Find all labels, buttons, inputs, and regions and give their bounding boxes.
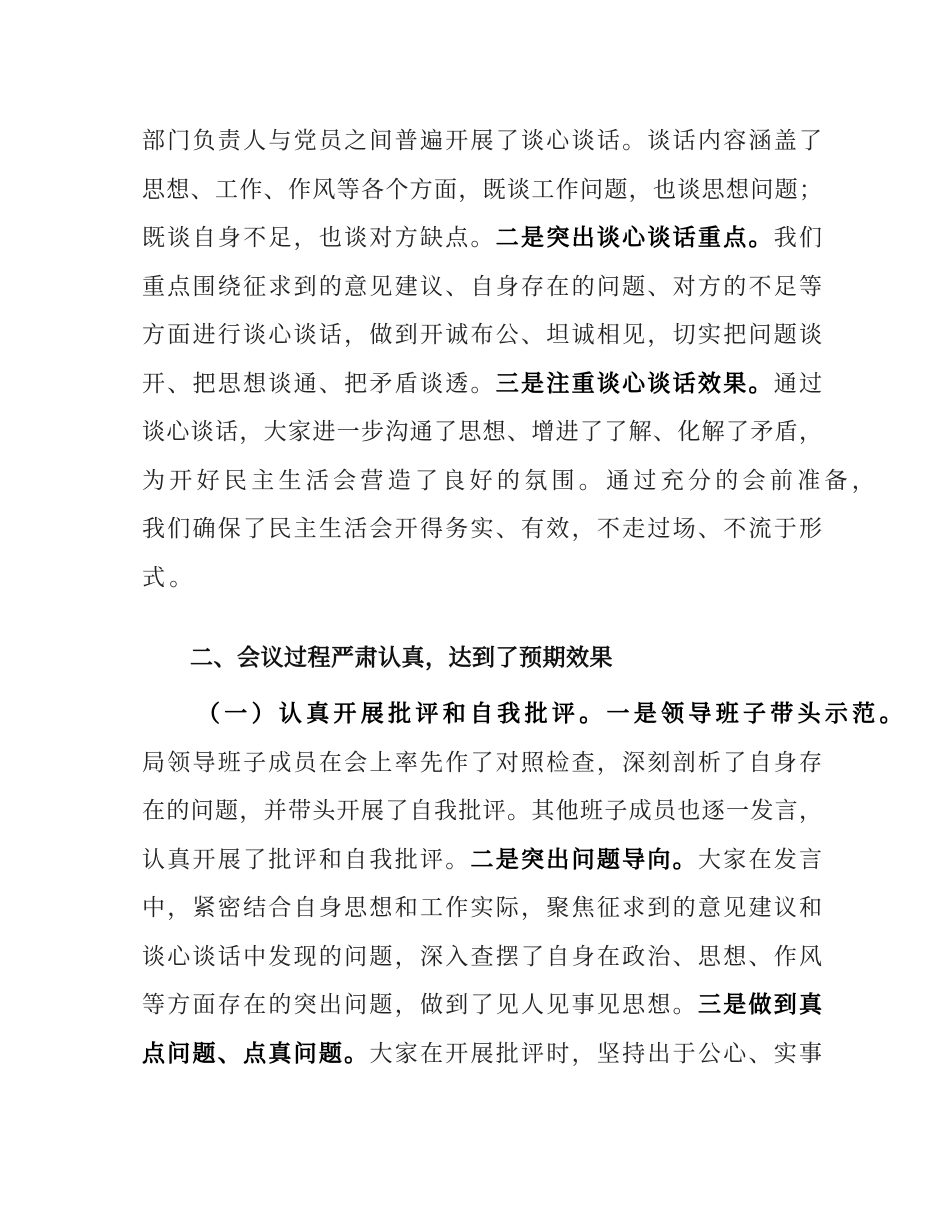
text-line	[142, 893, 822, 942]
text-run: 开、把思想谈通、把矛盾谈透。	[142, 370, 496, 397]
text-line	[142, 417, 822, 466]
text-line	[142, 320, 822, 369]
bold-run-in-heading: 二是突出谈心谈话重点。	[495, 225, 774, 251]
bold-run-in-heading: 三是做到真	[697, 992, 823, 1018]
text-run: 重点围绕征求到的意见建议、自身存在的问题、对方的不足等	[142, 273, 822, 300]
text-line	[142, 942, 822, 991]
text-run: 大家在发言	[697, 846, 823, 873]
text-run: 在的问题，并带头开展了自我批评。其他班子成员也逐一发言，	[142, 798, 822, 824]
subsection-heading-line	[142, 699, 907, 748]
subsection-heading: （一）认真开展批评和自我批评。一是领导班子带头示范。	[197, 701, 907, 727]
bold-run-in-heading: 点问题、点真问题。	[142, 1040, 370, 1067]
text-run: 为开好民主生活会营造了良好的氛围。通过充分的会前准备，	[142, 467, 880, 494]
text-run: 式。	[142, 564, 197, 591]
text-line	[142, 369, 822, 418]
text-run: 既谈自身不足，也谈对方缺点。	[142, 225, 496, 251]
text-run: 等方面存在的突出问题，做到了见人见事见思想。	[142, 992, 698, 1018]
text-line	[142, 1039, 822, 1088]
document-body	[142, 126, 907, 1087]
text-run: 方面进行谈心谈话，做到开诚布公、坦诚相见，切实把问题谈	[142, 322, 822, 348]
section-heading: 二、会议过程严肃认真，达到了预期效果	[190, 645, 613, 671]
bold-run-in-heading: 二是突出问题导向。	[470, 846, 698, 873]
paragraph-talks	[142, 126, 880, 611]
text-line	[142, 796, 822, 845]
text-run: 大家在开展批评时，坚持出于公心、实事	[369, 1040, 823, 1067]
text-run: 我们确保了民主生活会开得务实、有效，不走过场、不流于形	[142, 516, 822, 542]
text-line	[142, 272, 822, 321]
text-run: 认真开展了批评和自我批评。	[142, 846, 471, 873]
text-run: 部门负责人与党员之间普遍开展了谈心谈话。谈话内容涵盖了	[142, 128, 822, 154]
paragraph-criticism	[142, 699, 907, 1087]
text-line	[142, 748, 822, 797]
text-line	[142, 126, 822, 175]
text-line	[142, 175, 822, 224]
bold-run-in-heading: 三是注重谈心谈话效果。	[495, 370, 774, 397]
text-run: 通过	[773, 370, 823, 397]
text-line	[142, 223, 822, 272]
text-line	[142, 563, 822, 612]
text-run: 局领导班子成员在会上率先作了对照检查，深刻剖析了自身存	[142, 749, 822, 776]
text-run: 思想、工作、作风等各个方面，既谈工作问题，也谈思想问题；	[142, 176, 822, 203]
text-line	[142, 514, 822, 563]
text-line	[142, 466, 880, 515]
text-run: 中，紧密结合自身思想和工作实际，聚焦征求到的意见建议和	[142, 895, 822, 921]
text-line	[142, 845, 822, 894]
text-run: 谈心谈话中发现的问题，深入查摆了自身在政治、思想、作风	[142, 943, 822, 970]
text-line	[142, 990, 822, 1039]
text-run: 谈心谈话，大家进一步沟通了思想、增进了了解、化解了矛盾，	[142, 419, 822, 445]
paragraph-spacer	[142, 611, 822, 643]
text-run: 我们	[773, 225, 823, 251]
